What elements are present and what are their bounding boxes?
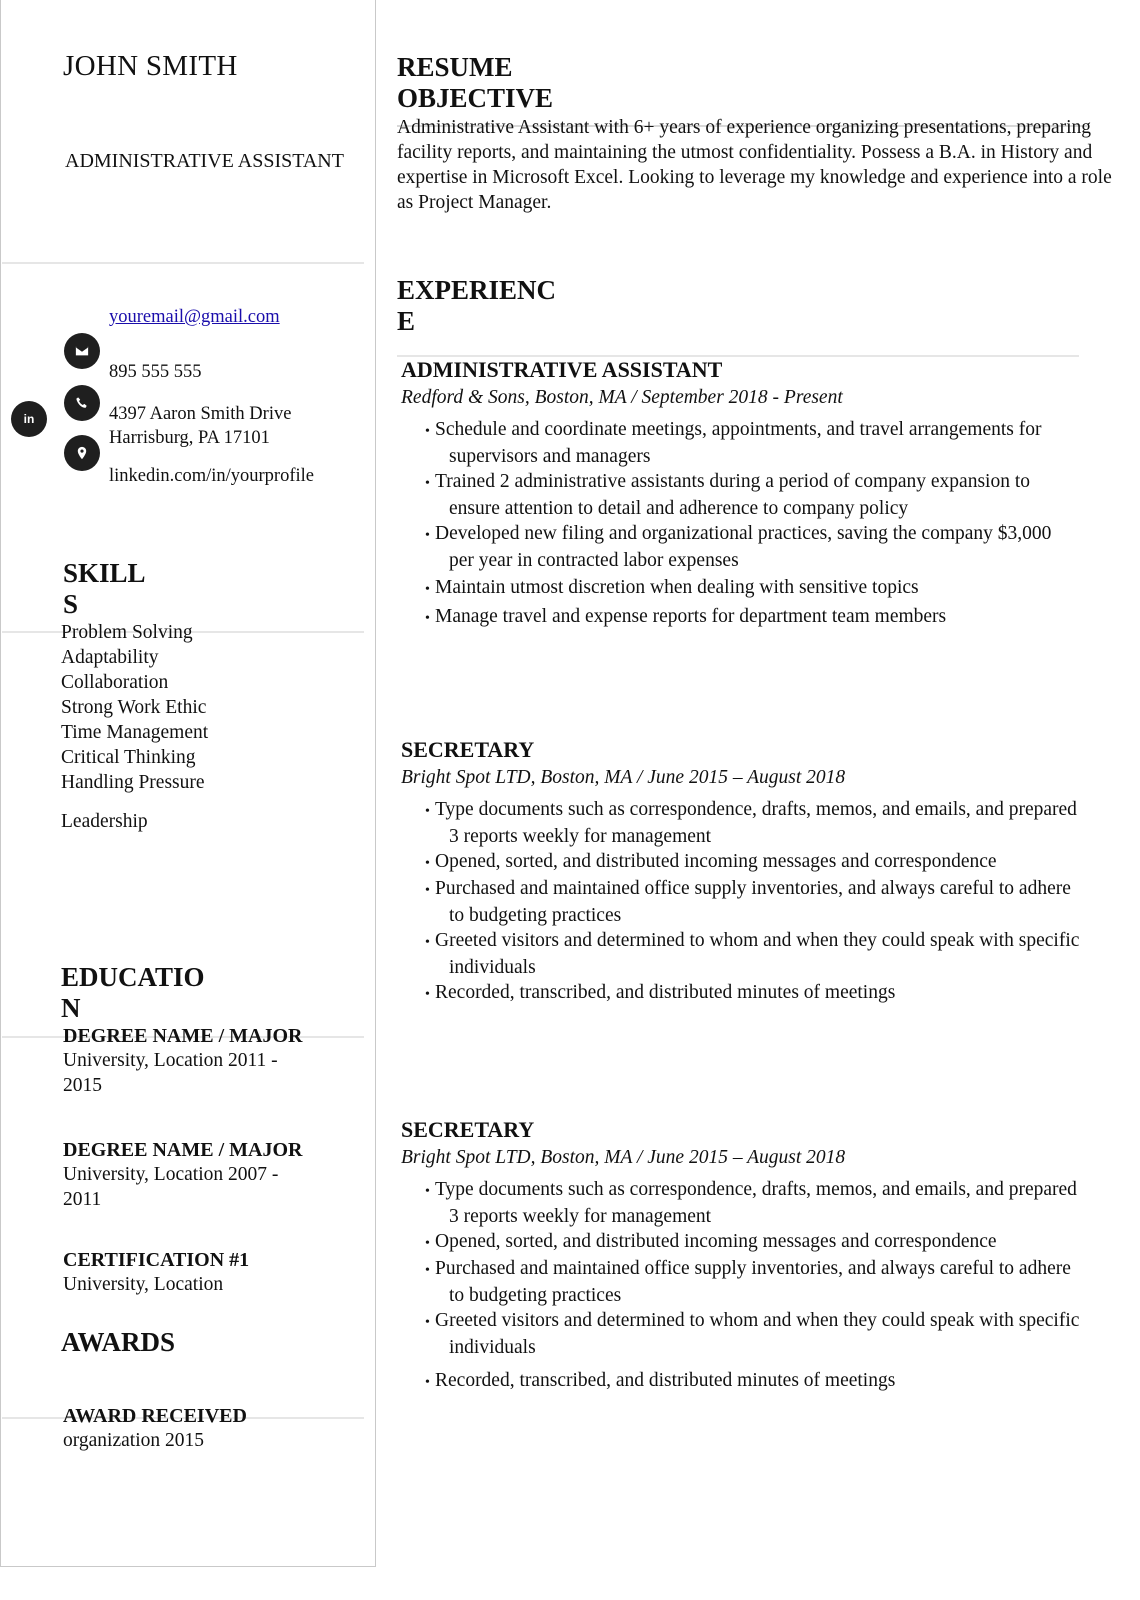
job-entry bbox=[401, 357, 1081, 631]
job-bullets bbox=[401, 797, 1081, 1007]
address-line1: 4397 Aaron Smith Drive bbox=[109, 404, 292, 424]
certification-title: CERTIFICATION #1 bbox=[63, 1249, 250, 1271]
skill-item: Handling Pressure bbox=[61, 772, 205, 793]
divider bbox=[2, 262, 364, 264]
job-bullets bbox=[401, 1177, 1081, 1395]
job-meta: Bright Spot LTD, Boston, MA / June 2015 – August 2018 bbox=[401, 1147, 846, 1168]
education-entry bbox=[63, 1138, 302, 1212]
email-link[interactable]: youremail@gmail.com bbox=[109, 307, 280, 327]
skill-item: Time Management bbox=[61, 722, 209, 743]
degree-title: DEGREE NAME / MAJOR bbox=[63, 1025, 303, 1047]
phone-text: 895 555 555 bbox=[109, 362, 202, 382]
award-title: AWARD RECEIVED bbox=[63, 1405, 247, 1427]
skill-item: Strong Work Ethic bbox=[61, 697, 207, 718]
job-meta: Redford & Sons, Boston, MA / September 2018 - Present bbox=[401, 387, 843, 408]
job-title: SECRETARY bbox=[401, 737, 535, 762]
degree-years: 2015 bbox=[63, 1075, 102, 1096]
skill-item: Collaboration bbox=[61, 672, 169, 693]
skills-heading: SKILL S bbox=[63, 558, 146, 619]
award-entry bbox=[63, 1404, 247, 1453]
job-bullet: • Purchased and maintained office supply inventories, and always careful to adhere to budgeting practices bbox=[425, 878, 1071, 926]
candidate-title: ADMINISTRATIVE ASSISTANT bbox=[65, 150, 344, 172]
job-bullet: • Maintain utmost discretion when dealing with sensitive topics bbox=[425, 577, 919, 598]
job-bullet: • Type documents such as correspondence, drafts, memos, and emails, and prepared 3 reports weekly for management bbox=[425, 799, 1077, 847]
job-bullet: • Trained 2 administrative assistants during a period of company expansion to ensure attention to detail and adherence to company policy bbox=[425, 471, 1031, 519]
email-icon bbox=[64, 333, 100, 369]
job-entry bbox=[401, 1117, 1081, 1395]
job-bullet: • Recorded, transcribed, and distributed minutes of meetings bbox=[425, 1370, 896, 1391]
degree-location: University, Location 2011 - bbox=[63, 1050, 278, 1071]
degree-location: University, Location 2007 - bbox=[63, 1164, 279, 1185]
skill-item: Adaptability bbox=[61, 647, 159, 668]
job-title: SECRETARY bbox=[401, 1117, 535, 1142]
degree-title: DEGREE NAME / MAJOR bbox=[63, 1139, 303, 1161]
job-meta: Bright Spot LTD, Boston, MA / June 2015 – August 2018 bbox=[401, 767, 846, 788]
award-organization: organization 2015 bbox=[63, 1430, 204, 1451]
linkedin-icon[interactable]: in bbox=[11, 401, 47, 437]
experience-heading: EXPERIENC E bbox=[397, 275, 557, 336]
location-icon bbox=[64, 435, 100, 471]
candidate-name: JOHN SMITH bbox=[63, 50, 238, 82]
job-entry bbox=[401, 737, 1081, 1007]
job-bullet: • Greeted visitors and determined to whom and when they could speak with specific individuals bbox=[425, 1310, 1080, 1358]
linkedin-text: linkedin.com/in/yourprofile bbox=[109, 466, 314, 486]
job-bullet: • Type documents such as correspondence, drafts, memos, and emails, and prepared 3 reports weekly for management bbox=[425, 1179, 1077, 1227]
certification-location: University, Location bbox=[63, 1274, 224, 1295]
job-bullet: • Developed new filing and organizational practices, saving the company $3,000 per year in contracted labor expenses bbox=[425, 523, 1052, 571]
skills-list bbox=[61, 620, 208, 795]
phone-icon bbox=[64, 385, 100, 421]
education-heading: EDUCATIO N bbox=[61, 962, 205, 1023]
skill-item: Leadership bbox=[61, 811, 148, 832]
awards-heading: AWARDS bbox=[61, 1327, 176, 1357]
job-bullet: • Recorded, transcribed, and distributed minutes of meetings bbox=[425, 982, 896, 1003]
job-bullet: • Greeted visitors and determined to whom and when they could speak with specific individuals bbox=[425, 930, 1080, 978]
job-title: ADMINISTRATIVE ASSISTANT bbox=[401, 357, 723, 382]
job-bullet: • Manage travel and expense reports for department team members bbox=[425, 606, 947, 627]
skill-item: Problem Solving bbox=[61, 622, 193, 643]
skill-item: Critical Thinking bbox=[61, 747, 196, 768]
education-entry bbox=[63, 1248, 249, 1297]
objective-heading: RESUME OBJECTIVE bbox=[397, 52, 554, 113]
job-bullet: • Schedule and coordinate meetings, appointments, and travel arrangements for supervisors and managers bbox=[425, 419, 1042, 467]
job-bullets bbox=[401, 417, 1081, 631]
education-entry bbox=[63, 1024, 302, 1098]
job-bullet: • Opened, sorted, and distributed incoming messages and correspondence bbox=[425, 1231, 997, 1252]
job-bullet: • Opened, sorted, and distributed incoming messages and correspondence bbox=[425, 851, 997, 872]
job-bullet: • Purchased and maintained office supply inventories, and always careful to adhere to budgeting practices bbox=[425, 1258, 1071, 1306]
objective-text: Administrative Assistant with 6+ years of experience organizing presentations, preparing facility reports, and maintaining the utmost confidentiality. Possess a B.A. in History and expertise in Microsoft Excel. Looking to leverage my knowledge and experience into a role as Project Manager. bbox=[397, 117, 1112, 213]
degree-years: 2011 bbox=[63, 1189, 102, 1210]
address-line2: Harrisburg, PA 17101 bbox=[109, 428, 270, 448]
